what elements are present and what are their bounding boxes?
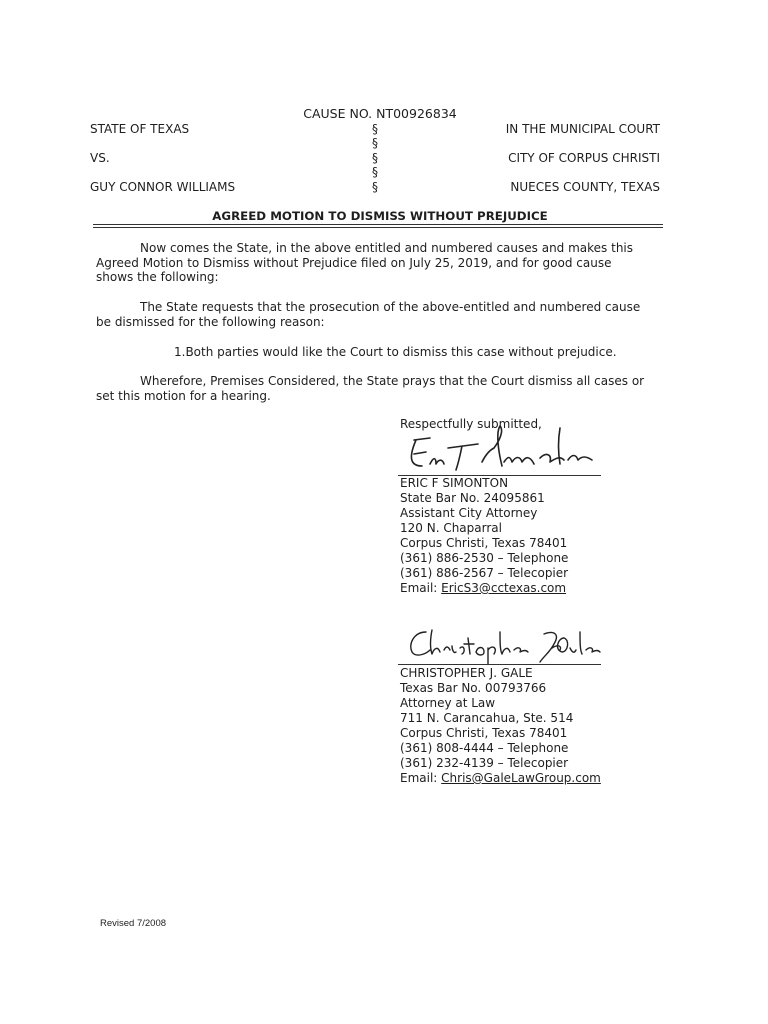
closing-text: Respectfully submitted, [400, 417, 542, 431]
handwritten-signature-gale [404, 624, 604, 664]
section-symbol: § [372, 136, 378, 150]
email-link[interactable]: EricS3@cctexas.com [441, 581, 567, 595]
section-symbol: § [372, 122, 378, 136]
handwritten-signature-simonton [400, 420, 600, 476]
paragraph-intro: Now comes the State, in the above entitled and numbered causes and makes this Agreed Motion to Dismiss without Prejudice filed on July 25, 2019, and for good cause shows the following: [96, 241, 634, 284]
party-plaintiff: STATE OF TEXAS [90, 122, 190, 136]
attorney-name: ERIC F SIMONTON [400, 476, 509, 490]
address-line: 711 N. Carancahua, Ste. 514 [400, 711, 574, 725]
telecopier: (361) 232-4139 – Telecopier [400, 756, 569, 770]
attorney-name: CHRISTOPHER J. GALE [400, 666, 533, 680]
signature-line [398, 664, 601, 665]
telecopier: (361) 886-2567 – Telecopier [400, 566, 569, 580]
address-line: Corpus Christi, Texas 78401 [400, 536, 568, 550]
address-line: Corpus Christi, Texas 78401 [400, 726, 568, 740]
title-rule [93, 224, 663, 225]
email-line: Email: Chris@GaleLawGroup.com [400, 771, 601, 785]
paragraph-prayer: Wherefore, Premises Considered, the State prays that the Court dismiss all cases or set this motion for a hearing. [96, 374, 645, 403]
section-symbol: § [372, 180, 378, 194]
title-rule [93, 227, 663, 228]
email-link[interactable]: Chris@GaleLawGroup.com [441, 771, 601, 785]
dismissal-reason: 1.Both parties would like the Court to dismiss this case without prejudice. [174, 345, 617, 359]
address-line: 120 N. Chaparral [400, 521, 502, 535]
bar-number: State Bar No. 24095861 [400, 491, 545, 505]
signature-block-simonton [400, 476, 568, 596]
signature-block-gale [400, 666, 601, 786]
attorney-title: Attorney at Law [400, 696, 496, 710]
document-title: AGREED MOTION TO DISMISS WITHOUT PREJUDICE [212, 209, 548, 223]
section-symbol: § [372, 151, 378, 165]
paragraph-request: The State requests that the prosecution of the above-entitled and numbered cause be dismissed for the following reason: [96, 300, 641, 329]
court-county: NUECES COUNTY, TEXAS [510, 180, 660, 194]
email-line: Email: EricS3@cctexas.com [400, 581, 567, 595]
revision-note: Revised 7/2008 [100, 918, 167, 929]
telephone: (361) 808-4444 – Telephone [400, 741, 569, 755]
versus-label: VS. [90, 151, 110, 165]
attorney-title: Assistant City Attorney [400, 506, 538, 520]
cause-number: CAUSE NO. NT00926834 [303, 106, 457, 121]
court-city: CITY OF CORPUS CHRISTI [508, 151, 660, 165]
party-defendant: GUY CONNOR WILLIAMS [90, 180, 236, 194]
bar-number: Texas Bar No. 00793766 [400, 681, 547, 695]
telephone: (361) 886-2530 – Telephone [400, 551, 569, 565]
section-symbol: § [372, 165, 378, 179]
court-name: IN THE MUNICIPAL COURT [505, 122, 660, 136]
